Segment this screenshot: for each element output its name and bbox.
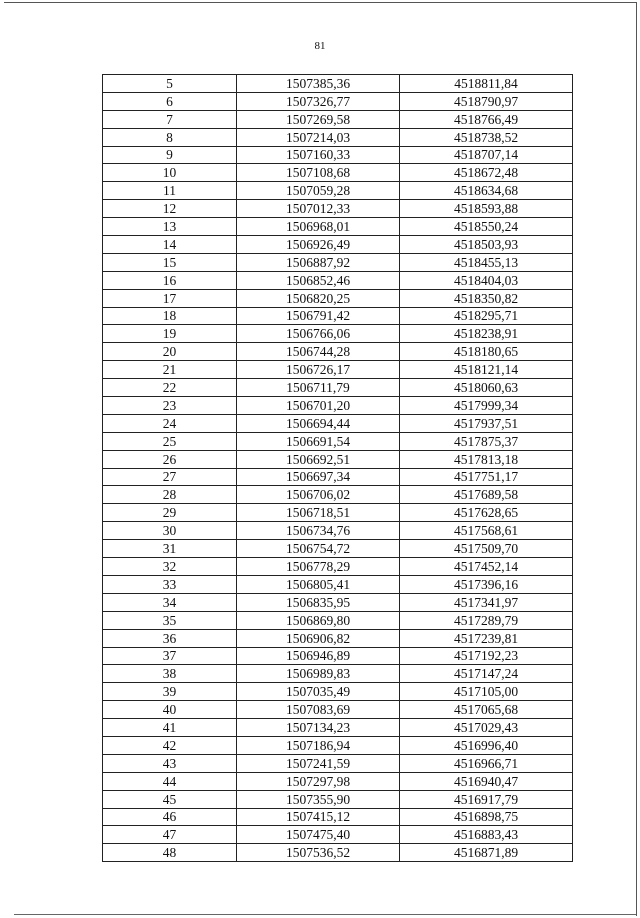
point-number-cell: 12 (103, 200, 237, 218)
x-coordinate-cell: 1507108,68 (237, 164, 400, 182)
point-number-cell: 28 (103, 486, 237, 504)
point-number-cell: 13 (103, 218, 237, 236)
y-coordinate-cell: 4518790,97 (400, 92, 573, 110)
y-coordinate-cell: 4516898,75 (400, 808, 573, 826)
table-row (103, 289, 573, 307)
y-coordinate-cell: 4518707,14 (400, 146, 573, 164)
y-coordinate-cell: 4517452,14 (400, 558, 573, 576)
y-coordinate-cell: 4518672,48 (400, 164, 573, 182)
x-coordinate-cell: 1506744,28 (237, 343, 400, 361)
y-coordinate-cell: 4518180,65 (400, 343, 573, 361)
y-coordinate-cell: 4517509,70 (400, 540, 573, 558)
y-coordinate-cell: 4518634,68 (400, 182, 573, 200)
table-row (103, 575, 573, 593)
x-coordinate-cell: 1506835,95 (237, 593, 400, 611)
point-number-cell: 40 (103, 701, 237, 719)
table-row (103, 701, 573, 719)
point-number-cell: 38 (103, 665, 237, 683)
y-coordinate-cell: 4517147,24 (400, 665, 573, 683)
scan-border-bottom (14, 914, 636, 915)
point-number-cell: 39 (103, 683, 237, 701)
x-coordinate-cell: 1506968,01 (237, 218, 400, 236)
point-number-cell: 37 (103, 647, 237, 665)
x-coordinate-cell: 1506701,20 (237, 397, 400, 415)
table-row (103, 343, 573, 361)
point-number-cell: 25 (103, 432, 237, 450)
x-coordinate-cell: 1506697,34 (237, 468, 400, 486)
point-number-cell: 36 (103, 629, 237, 647)
x-coordinate-cell: 1506820,25 (237, 289, 400, 307)
table-row (103, 182, 573, 200)
point-number-cell: 48 (103, 844, 237, 862)
table-row (103, 522, 573, 540)
y-coordinate-cell: 4517396,16 (400, 575, 573, 593)
x-coordinate-cell: 1507012,33 (237, 200, 400, 218)
point-number-cell: 26 (103, 450, 237, 468)
point-number-cell: 6 (103, 92, 237, 110)
x-coordinate-cell: 1507269,58 (237, 110, 400, 128)
x-coordinate-cell: 1506726,17 (237, 361, 400, 379)
x-coordinate-cell: 1507035,49 (237, 683, 400, 701)
point-number-cell: 10 (103, 164, 237, 182)
y-coordinate-cell: 4518060,63 (400, 379, 573, 397)
point-number-cell: 19 (103, 325, 237, 343)
y-coordinate-cell: 4518766,49 (400, 110, 573, 128)
y-coordinate-cell: 4516917,79 (400, 790, 573, 808)
x-coordinate-cell: 1506734,76 (237, 522, 400, 540)
x-coordinate-cell: 1507059,28 (237, 182, 400, 200)
point-number-cell: 18 (103, 307, 237, 325)
y-coordinate-cell: 4517029,43 (400, 719, 573, 737)
y-coordinate-cell: 4518811,84 (400, 75, 573, 93)
y-coordinate-cell: 4517813,18 (400, 450, 573, 468)
table-row (103, 468, 573, 486)
y-coordinate-cell: 4518455,13 (400, 253, 573, 271)
x-coordinate-cell: 1506989,83 (237, 665, 400, 683)
point-number-cell: 34 (103, 593, 237, 611)
x-coordinate-cell: 1506706,02 (237, 486, 400, 504)
x-coordinate-cell: 1507415,12 (237, 808, 400, 826)
x-coordinate-cell: 1507134,23 (237, 719, 400, 737)
table-row (103, 593, 573, 611)
point-number-cell: 35 (103, 611, 237, 629)
x-coordinate-cell: 1507214,03 (237, 128, 400, 146)
point-number-cell: 8 (103, 128, 237, 146)
table-row (103, 826, 573, 844)
table-row (103, 361, 573, 379)
point-number-cell: 21 (103, 361, 237, 379)
y-coordinate-cell: 4517751,17 (400, 468, 573, 486)
table-row (103, 164, 573, 182)
table-row (103, 307, 573, 325)
point-number-cell: 32 (103, 558, 237, 576)
table-row (103, 200, 573, 218)
page-number: 81 (314, 40, 326, 52)
x-coordinate-cell: 1507475,40 (237, 826, 400, 844)
x-coordinate-cell: 1507160,33 (237, 146, 400, 164)
coordinates-table (102, 74, 573, 862)
x-coordinate-cell: 1506694,44 (237, 414, 400, 432)
table-row (103, 414, 573, 432)
x-coordinate-cell: 1507083,69 (237, 701, 400, 719)
point-number-cell: 43 (103, 754, 237, 772)
x-coordinate-cell: 1506711,79 (237, 379, 400, 397)
y-coordinate-cell: 4517875,37 (400, 432, 573, 450)
table-row (103, 397, 573, 415)
y-coordinate-cell: 4516996,40 (400, 736, 573, 754)
point-number-cell: 23 (103, 397, 237, 415)
x-coordinate-cell: 1506946,89 (237, 647, 400, 665)
table-row (103, 450, 573, 468)
x-coordinate-cell: 1506906,82 (237, 629, 400, 647)
point-number-cell: 45 (103, 790, 237, 808)
y-coordinate-cell: 4517341,97 (400, 593, 573, 611)
x-coordinate-cell: 1507355,90 (237, 790, 400, 808)
x-coordinate-cell: 1507186,94 (237, 736, 400, 754)
table-row (103, 683, 573, 701)
x-coordinate-cell: 1507241,59 (237, 754, 400, 772)
y-coordinate-cell: 4518350,82 (400, 289, 573, 307)
point-number-cell: 44 (103, 772, 237, 790)
y-coordinate-cell: 4518738,52 (400, 128, 573, 146)
table-row (103, 271, 573, 289)
y-coordinate-cell: 4518593,88 (400, 200, 573, 218)
y-coordinate-cell: 4516966,71 (400, 754, 573, 772)
table-row (103, 253, 573, 271)
table-row (103, 647, 573, 665)
y-coordinate-cell: 4516871,89 (400, 844, 573, 862)
table-row (103, 325, 573, 343)
table-row (103, 146, 573, 164)
table-row (103, 754, 573, 772)
x-coordinate-cell: 1506692,51 (237, 450, 400, 468)
point-number-cell: 41 (103, 719, 237, 737)
table-row (103, 218, 573, 236)
table-row (103, 558, 573, 576)
x-coordinate-cell: 1506718,51 (237, 504, 400, 522)
y-coordinate-cell: 4517065,68 (400, 701, 573, 719)
table-row (103, 92, 573, 110)
table-row (103, 665, 573, 683)
x-coordinate-cell: 1506791,42 (237, 307, 400, 325)
table-row (103, 736, 573, 754)
table-row (103, 432, 573, 450)
point-number-cell: 20 (103, 343, 237, 361)
point-number-cell: 30 (103, 522, 237, 540)
y-coordinate-cell: 4517568,61 (400, 522, 573, 540)
x-coordinate-cell: 1506869,80 (237, 611, 400, 629)
point-number-cell: 16 (103, 271, 237, 289)
x-coordinate-cell: 1506926,49 (237, 236, 400, 254)
y-coordinate-cell: 4518121,14 (400, 361, 573, 379)
y-coordinate-cell: 4517289,79 (400, 611, 573, 629)
table-row (103, 486, 573, 504)
table-row (103, 719, 573, 737)
x-coordinate-cell: 1506852,46 (237, 271, 400, 289)
table-row (103, 611, 573, 629)
point-number-cell: 11 (103, 182, 237, 200)
y-coordinate-cell: 4518550,24 (400, 218, 573, 236)
y-coordinate-cell: 4517999,34 (400, 397, 573, 415)
y-coordinate-cell: 4516883,43 (400, 826, 573, 844)
table-row (103, 772, 573, 790)
point-number-cell: 17 (103, 289, 237, 307)
point-number-cell: 22 (103, 379, 237, 397)
x-coordinate-cell: 1506778,29 (237, 558, 400, 576)
y-coordinate-cell: 4518503,93 (400, 236, 573, 254)
point-number-cell: 33 (103, 575, 237, 593)
coordinates-table-body (103, 75, 573, 862)
y-coordinate-cell: 4516940,47 (400, 772, 573, 790)
y-coordinate-cell: 4517239,81 (400, 629, 573, 647)
x-coordinate-cell: 1506766,06 (237, 325, 400, 343)
point-number-cell: 31 (103, 540, 237, 558)
point-number-cell: 42 (103, 736, 237, 754)
y-coordinate-cell: 4518295,71 (400, 307, 573, 325)
table-row (103, 629, 573, 647)
point-number-cell: 15 (103, 253, 237, 271)
x-coordinate-cell: 1507385,36 (237, 75, 400, 93)
point-number-cell: 9 (103, 146, 237, 164)
x-coordinate-cell: 1506691,54 (237, 432, 400, 450)
scan-border-top (4, 2, 636, 3)
table-row (103, 128, 573, 146)
y-coordinate-cell: 4517105,00 (400, 683, 573, 701)
x-coordinate-cell: 1507326,77 (237, 92, 400, 110)
y-coordinate-cell: 4517628,65 (400, 504, 573, 522)
table-row (103, 110, 573, 128)
table-row (103, 504, 573, 522)
point-number-cell: 29 (103, 504, 237, 522)
x-coordinate-cell: 1507297,98 (237, 772, 400, 790)
y-coordinate-cell: 4518238,91 (400, 325, 573, 343)
table-row (103, 844, 573, 862)
x-coordinate-cell: 1506754,72 (237, 540, 400, 558)
x-coordinate-cell: 1506805,41 (237, 575, 400, 593)
point-number-cell: 24 (103, 414, 237, 432)
point-number-cell: 7 (103, 110, 237, 128)
y-coordinate-cell: 4517192,23 (400, 647, 573, 665)
table-row (103, 236, 573, 254)
x-coordinate-cell: 1506887,92 (237, 253, 400, 271)
point-number-cell: 27 (103, 468, 237, 486)
point-number-cell: 14 (103, 236, 237, 254)
table-row (103, 379, 573, 397)
y-coordinate-cell: 4518404,03 (400, 271, 573, 289)
scan-border-right (636, 2, 637, 916)
point-number-cell: 46 (103, 808, 237, 826)
table-row (103, 75, 573, 93)
table-row (103, 540, 573, 558)
y-coordinate-cell: 4517689,58 (400, 486, 573, 504)
table-row (103, 790, 573, 808)
point-number-cell: 5 (103, 75, 237, 93)
y-coordinate-cell: 4517937,51 (400, 414, 573, 432)
table-row (103, 808, 573, 826)
point-number-cell: 47 (103, 826, 237, 844)
x-coordinate-cell: 1507536,52 (237, 844, 400, 862)
